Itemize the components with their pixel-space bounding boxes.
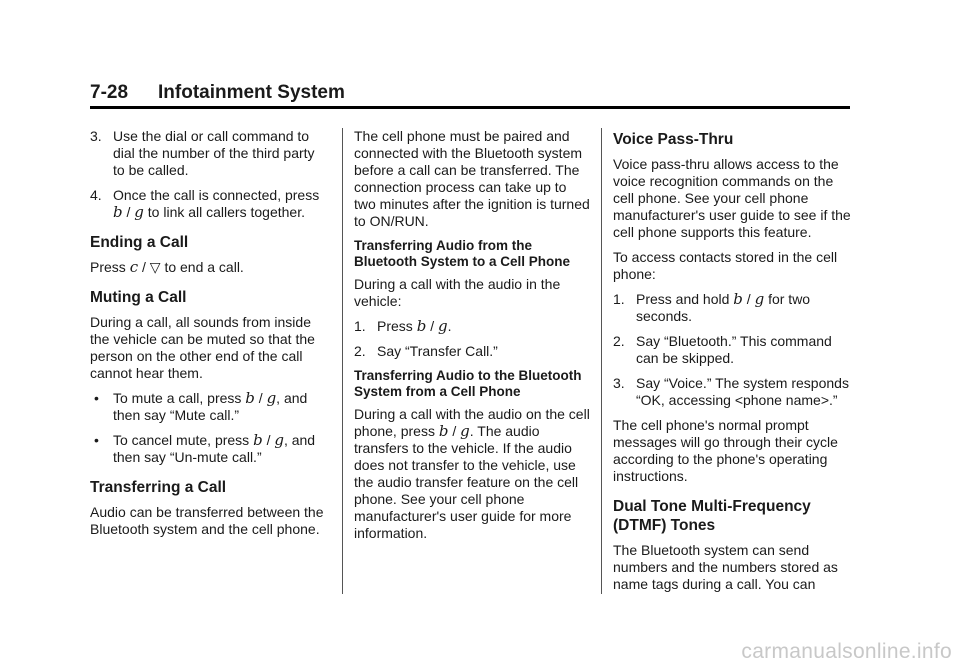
step-number: 3.	[613, 375, 625, 391]
push-to-talk-icon: b	[113, 203, 123, 221]
end-call-icon: c	[129, 258, 139, 276]
step-text: .	[447, 318, 452, 334]
voice-icon: g	[754, 290, 765, 308]
voice-icon: g	[460, 422, 470, 440]
push-to-talk-icon: b	[733, 290, 743, 308]
page-header	[90, 82, 850, 109]
voice-icon: g	[274, 431, 284, 449]
push-to-talk-icon: b	[245, 389, 255, 407]
step-4	[90, 187, 330, 221]
column-1	[90, 128, 330, 546]
heading-dtmf-tones: Dual Tone Multi-Frequency (DTMF) Tones	[613, 498, 811, 534]
step-number: 2.	[613, 333, 625, 349]
section-title: Infotainment System	[158, 82, 345, 103]
text: Press	[90, 259, 126, 275]
step-number: 1.	[613, 291, 625, 307]
text: To mute a call, press	[113, 390, 242, 406]
step-text: for two seconds.	[636, 291, 811, 324]
muting-paragraph: During a call, all sounds from inside the vehicle can be muted so that the person on the other end of the call cannot hear them.	[90, 314, 315, 381]
contacts-paragraph: To access contacts stored in the cell phone:	[613, 249, 838, 282]
slash: /	[430, 318, 435, 334]
audio-in-vehicle-paragraph: During a call with the audio in the vehicle:	[354, 276, 561, 309]
heading-audio-to-bluetooth: Transferring Audio to the Bluetooth System from a Cell Phone	[354, 368, 582, 399]
step-number: 1.	[354, 318, 366, 334]
slash: /	[126, 204, 131, 220]
voice-icon: g	[437, 317, 448, 335]
watermark: carmanualsonline.info	[741, 640, 952, 663]
step-text: Use the dial or call command to dial the number of the third party to be called.	[113, 128, 315, 178]
voice-icon: g	[266, 389, 277, 407]
step-3	[613, 375, 853, 409]
text: , and then say “Un-mute call.”	[113, 432, 316, 465]
bullet-icon: •	[94, 432, 99, 448]
step-text: Press and hold	[636, 291, 730, 307]
text: To cancel mute, press	[113, 432, 250, 448]
voice-icon: g	[134, 203, 144, 221]
push-to-talk-icon: b	[253, 431, 263, 449]
transfer-paragraph: Audio can be transferred between the Bluetooth system and the cell phone.	[90, 504, 324, 537]
column-3	[613, 128, 853, 601]
step-text: Once the call is connected, press	[113, 187, 320, 203]
list-item	[90, 390, 330, 424]
text: During a call with the audio on the cell phone, press	[354, 406, 590, 439]
heading-audio-to-phone: Transferring Audio from the Bluetooth System to a Cell Phone	[354, 238, 571, 269]
pairing-paragraph: The cell phone must be paired and connected with the Bluetooth system before a call can be transferred. The connection process can take up to two minutes after the ignition is turned to ON/RUN.	[354, 128, 590, 229]
page-number: 7-28	[90, 82, 129, 103]
step-3	[90, 128, 330, 179]
step-1	[354, 318, 590, 335]
push-to-talk-icon: b	[416, 317, 427, 335]
heading-muting-a-call: Muting a Call	[90, 289, 187, 306]
column-divider-2	[601, 128, 602, 594]
bullet-icon: •	[94, 390, 99, 406]
step-text: Say “Bluetooth.” This command can be skipped.	[636, 333, 832, 366]
ending-paragraph	[90, 259, 330, 276]
step-text: Press	[377, 318, 413, 334]
voice-pass-thru-paragraph: Voice pass-thru allows access to the voice recognition commands on the cell phone. See your cell phone manufacturer's user guide to see if the cell phone supports this feature.	[613, 156, 851, 240]
slash: /	[266, 432, 271, 448]
heading-voice-pass-thru: Voice Pass-Thru	[613, 131, 734, 148]
dtmf-paragraph: The Bluetooth system can send numbers and the numbers stored as name tags during a call. You can	[613, 542, 838, 592]
list-item	[90, 432, 330, 466]
step-text: Say “Voice.” The system responds “OK, accessing <phone name>.”	[636, 375, 849, 408]
step-number: 3.	[90, 128, 102, 144]
step-2	[613, 333, 853, 367]
text: to end a call.	[164, 259, 244, 275]
heading-ending-a-call: Ending a Call	[90, 234, 189, 251]
end-triangle-icon: ▽	[149, 259, 161, 275]
column-2	[354, 128, 590, 550]
step-number: 2.	[354, 343, 366, 359]
step-text: Say “Transfer Call.”	[377, 343, 498, 359]
step-number: 4.	[90, 187, 102, 203]
push-to-talk-icon: b	[438, 422, 449, 440]
slash: /	[258, 390, 263, 406]
step-2	[354, 343, 590, 360]
step-text: to link all callers together.	[147, 204, 305, 220]
slash: /	[452, 423, 457, 439]
step-1	[613, 291, 853, 325]
prompt-paragraph: The cell phone's normal prompt messages will go through their cycle according to the phone's operating instructions.	[613, 417, 838, 484]
heading-transferring-a-call: Transferring a Call	[90, 479, 227, 496]
text: , and then say “Mute call.”	[113, 390, 308, 423]
text: . The audio transfers to the vehicle. If the audio does not transfer to the vehicle, use the audio transfer feature on the cell phone. See your cell phone manufacturer's user guide for more information.	[354, 423, 579, 541]
slash: /	[746, 291, 751, 307]
slash: /	[141, 259, 146, 275]
audio-on-phone-paragraph	[354, 406, 590, 542]
column-divider-1	[342, 128, 343, 594]
